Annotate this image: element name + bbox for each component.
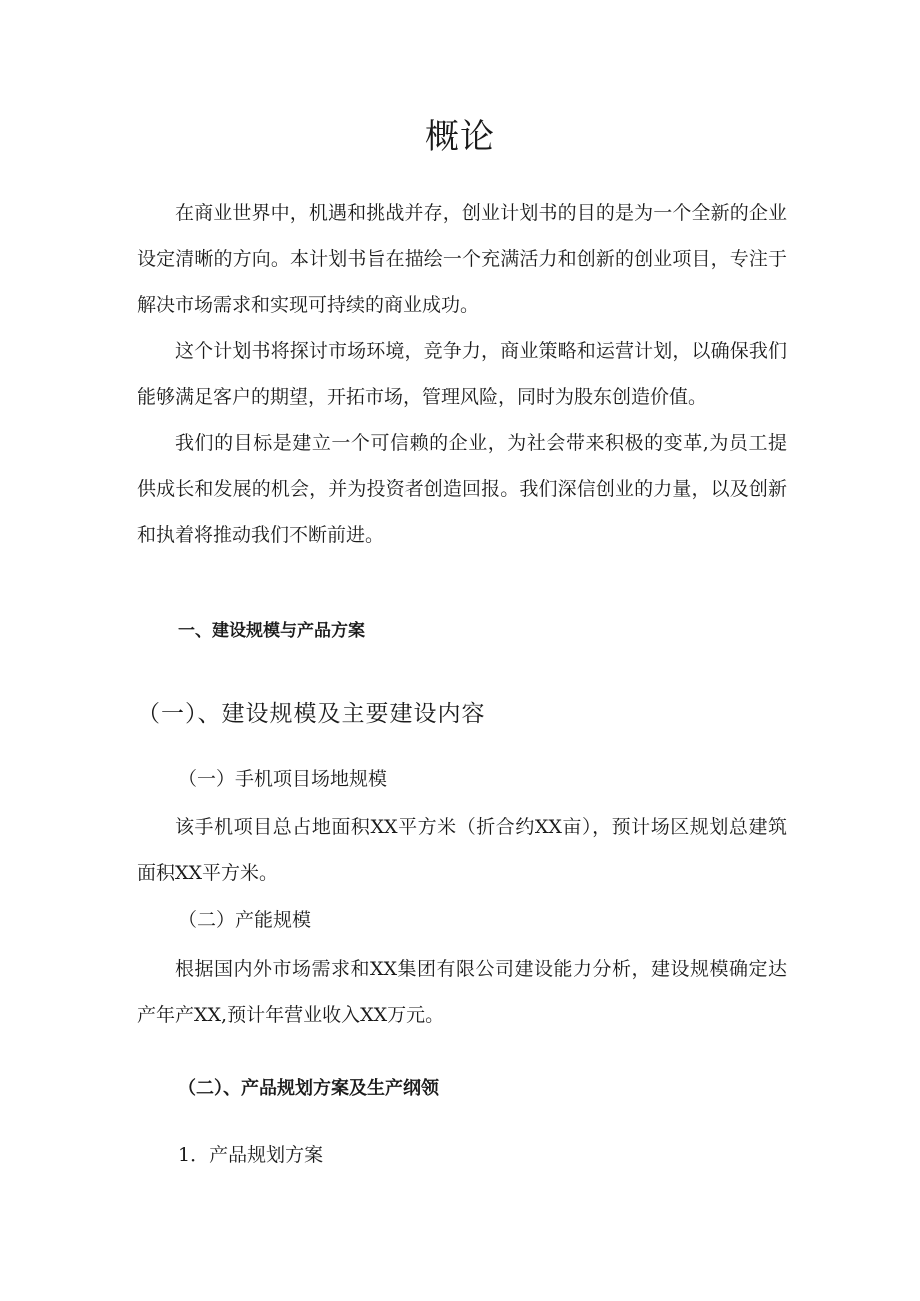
site-scale-paragraph: 该手机项目总占地面积XX平方米（折合约XX亩），预计场区规划总建筑面积XX平方米。 xyxy=(137,816,787,884)
document-title: 概论 xyxy=(425,117,495,157)
site-scale-section xyxy=(137,804,787,896)
item-heading-capacity: （二）产能规模 xyxy=(178,909,312,931)
subsection-heading-scale-content: （一）、建设规模及主要建设内容 xyxy=(137,701,486,727)
item-heading-product-plan: 1．产品规划方案 xyxy=(178,1144,324,1166)
subsection-heading-product-plan: （二）、产品规划方案及生产纲领 xyxy=(178,1078,439,1099)
intro-section xyxy=(137,190,787,558)
intro-paragraph-2: 这个计划书将探讨市场环境，竞争力，商业策略和运营计划，以确保我们能够满足客户的期望，开拓市场，管理风险，同时为股东创造价值。 xyxy=(137,340,787,408)
item-heading-site-scale: （一）手机项目场地规模 xyxy=(178,768,388,790)
intro-paragraph-3: 我们的目标是建立一个可信赖的企业，为社会带来积极的变革,为员工提供成长和发展的机会，并为投资者创造回报。我们深信创业的力量，以及创新和执着将推动我们不断前进。 xyxy=(137,432,787,546)
capacity-section xyxy=(137,946,787,1038)
section-heading-construction-scale: 一、建设规模与产品方案 xyxy=(178,621,365,641)
intro-paragraph-1: 在商业世界中，机遇和挑战并存，创业计划书的目的是为一个全新的企业设定清晰的方向。本计划书旨在描绘一个充满活力和创新的创业项目，专注于解决市场需求和实现可持续的商业成功。 xyxy=(137,202,787,316)
capacity-paragraph: 根据国内外市场需求和XX集团有限公司建设能力分析，建设规模确定达产年产XX,预计年营业收入XX万元。 xyxy=(137,958,787,1026)
